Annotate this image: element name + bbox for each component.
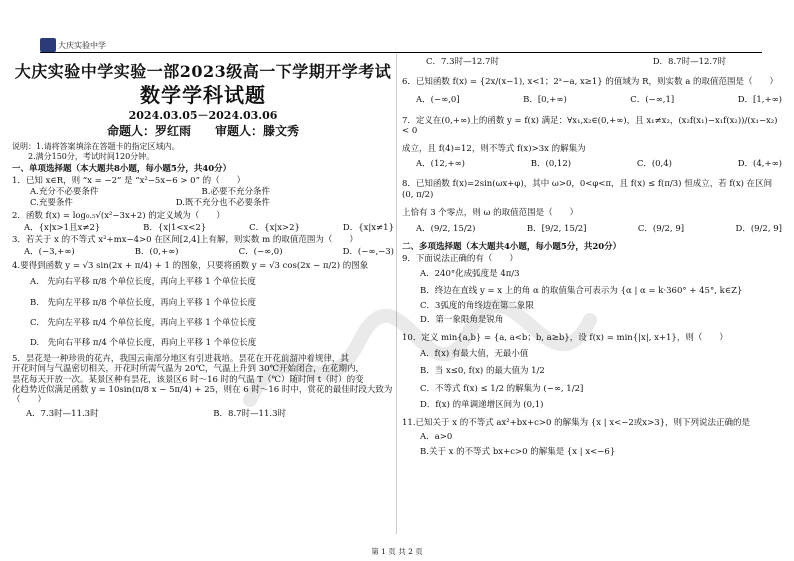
q8-option-c[interactable]: C．(9/2, 9]	[637, 223, 685, 234]
q6-option-a[interactable]: A．(−∞,0]	[416, 95, 460, 106]
q11-option-b[interactable]: B.关于 x 的不等式 bx+c>0 的解集是 {x | x<−6}	[420, 446, 616, 457]
question-5-line-3: 昙花每天开放一次。某景区种有昙花，该景区6 时～16 时的气温 T（℃）随时间 t（时）的变	[12, 374, 364, 385]
q1-option-c[interactable]: C.充要条件	[30, 198, 73, 209]
q1-option-d[interactable]: D.既不充分也不必要条件	[175, 198, 270, 209]
q10-option-a[interactable]: A．f(x) 有最大值，无最小值	[420, 349, 529, 360]
q10-option-b[interactable]: B．当 x≤0, f(x) 的最大值为 1/2	[420, 365, 545, 376]
q4-option-c[interactable]: C. 先向左平移 π/4 个单位长度，再向上平移 1 个单位长度	[30, 317, 256, 328]
q5-option-b[interactable]: B．8.7时—11.3时	[213, 409, 286, 420]
watermark-signature	[230, 280, 610, 440]
q7-option-d[interactable]: D．(4,+∞)	[737, 159, 782, 170]
q9-option-d[interactable]: D．第一象限角是锐角	[420, 315, 504, 325]
question-4-stem: 4.要得到函数 y = √3 sin(2x + π/4) + 1 的图象，只要将函数 y = √3 cos(2x − π/2) 的图象	[12, 261, 369, 272]
question-2-stem: 2．函数 f(x) = log₀.₅√(x²−3x+2) 的定义域为（ ）	[12, 210, 225, 221]
question-7	[402, 116, 782, 170]
q6-option-c[interactable]: C．(−∞,1]	[630, 95, 675, 106]
q11-option-a[interactable]: A．a>0	[420, 432, 453, 443]
q8-option-a[interactable]: A．(9/2, 15/2)	[416, 223, 476, 234]
question-5-line-2: 开花时间与气温密切相关，开花时所需气温为 20℃，气温上升到 30℃开始闭合，在花期内，	[12, 364, 365, 375]
question-8-line-1: 8．已知函数 f(x)=2sin(ωx+φ)，其中 ω>0，0<φ<π，且 f(x) ≤ f(π/3) 恒成立，若 f(x) 在区间(0, π/2)	[402, 179, 773, 200]
question-9-stem: 9．下面说法正确的有（ ）	[402, 254, 518, 265]
q2-option-a[interactable]: A．{x|x>1且x≠2}	[24, 222, 101, 233]
q2-option-b[interactable]: B．{x|1<x<2}	[143, 222, 207, 233]
school-tag: 大庆实验中学	[58, 41, 106, 50]
question-5-line-4: 化趋势近似满足函数 y = 10sin(π/8 x − 5π/4) + 25，则在 6 时～16 时中，赏花的最佳时段大致为（ ）	[12, 384, 393, 405]
authors: 命题人：罗红雨 审题人：滕文秀	[106, 124, 299, 139]
q10-option-d[interactable]: D．f(x) 的单调递增区间为 (0,1)	[420, 399, 544, 410]
q1-option-b[interactable]: B.必要不充分条件	[201, 187, 270, 198]
question-1-stem: 1．已知 x∈R，则 “x = −2” 是 “x²−5x−6 > 0” 的（ ）	[12, 175, 246, 186]
q4-option-d[interactable]: D. 先向右平移 π/4 个单位长度，再向上平移 1 个单位长度	[30, 338, 257, 349]
question-8	[402, 179, 782, 234]
q9-option-b[interactable]: B．终边在直线 y = x 上的角 α 的取值集合可表示为 {α | α = k·360° + 45°, k∈Z}	[420, 285, 743, 296]
q4-option-a[interactable]: A. 先向右平移 π/8 个单位长度，再向上平移 1 个单位长度	[30, 277, 256, 288]
question-3	[12, 235, 394, 257]
q3-option-d[interactable]: D．(−∞,−3)	[342, 247, 394, 258]
q10-option-c[interactable]: C．不等式 f(x) ≤ 1/2 的解集为 (−∞, 1/2]	[420, 383, 584, 394]
question-1	[12, 176, 394, 209]
q2-option-d[interactable]: D．{x|x≠1}	[342, 222, 394, 233]
q6-option-d[interactable]: D．[1,+∞)	[737, 95, 782, 106]
q6-option-b[interactable]: B．[0,+∞)	[523, 95, 567, 106]
section-1-heading: 一、单项选择题（本大题共8小题，每小题5分，共40分）	[12, 163, 232, 174]
exam-title: 大庆实验中学实验一部2023级高一下学期开学考试	[14, 62, 392, 81]
q9-option-a[interactable]: A．240°化成弧度是 4π/3	[420, 269, 520, 280]
q8-option-b[interactable]: B．[9/2, 15/2]	[526, 223, 587, 234]
q7-option-c[interactable]: C．(0,4)	[636, 159, 672, 170]
q3-option-c[interactable]: C．(−∞,0)	[238, 247, 283, 258]
q3-option-a[interactable]: A．(−3,+∞)	[24, 247, 75, 258]
question-6-stem: 6．已知函数 f(x) = {2x/(x−1), x<1；2ˣ−a, x≥1} 的值域为 R，则实数 a 的取值范围是（ ）	[402, 77, 778, 88]
page-footer: 第 1 页 共 2 页	[371, 547, 423, 556]
q5-option-a[interactable]: A．7.3时—11.3时	[26, 409, 99, 420]
q7-option-b[interactable]: B．(0,12)	[530, 159, 572, 170]
section-2-heading: 二、多项选择题（本大题共4小题，每小题5分，共20分）	[402, 242, 622, 253]
q9-option-c[interactable]: C．3弧度的角终边在第二象限	[420, 300, 534, 311]
q2-option-c[interactable]: C．{x|x>2}	[249, 222, 300, 233]
question-8-line-2: 上恰有 3 个零点，则 ω 的取值范围是（ ）	[402, 207, 579, 218]
question-10-stem: 10．定义 min{a,b} = {a, a<b；b, a≥b}，设 f(x) = min{|x|, x+1}，则（ ）	[402, 333, 728, 344]
question-6	[402, 77, 782, 105]
exam-dates: 2024.03.05－2024.03.06	[128, 109, 278, 123]
school-logo-icon	[40, 38, 56, 52]
question-5-line-1: 5．昙花是一种珍贵的花卉，我国云南部分地区有引进栽培。昙花在开花前溜冲着规律，其	[12, 354, 349, 365]
q7-option-a[interactable]: A．(12,+∞)	[416, 159, 465, 170]
question-11-stem: 11.已知关于 x 的不等式 ax²+bx+c>0 的解集为 {x | x<−2或x>3}，则下列说法正确的是	[402, 418, 751, 429]
note-2: 2.满分150分，考试时间120分钟。	[12, 151, 155, 161]
q8-option-d[interactable]: D．(9/2, 9]	[735, 223, 782, 234]
q5-option-d[interactable]: D．8.7时—12.7时	[652, 57, 726, 67]
q4-option-b[interactable]: B. 先向左平移 π/8 个单位长度，再向上平移 1 个单位长度	[30, 297, 257, 308]
subject-title: 数学学科试题	[140, 83, 266, 108]
note-1: 说明：1.请将答案填涂在答题卡的指定区域内。	[12, 141, 180, 151]
q5-option-c[interactable]: C．7.3时—12.7时	[426, 57, 499, 67]
question-7-line-2: 成立，且 f(4)=12，则不等式 f(x)>3x 的解集为	[402, 143, 586, 154]
question-2	[12, 211, 394, 233]
q1-option-a[interactable]: A.充分不必要条件	[30, 187, 99, 198]
header-rule	[40, 52, 762, 53]
question-7-line-1: 7．定义在(0,+∞)上的函数 y = f(x) 满足：∀x₁,x₂∈(0,+∞)，且 x₁≠x₂，(x₂f(x₁)−x₁f(x₂))/(x₁−x₂) < 0	[402, 115, 778, 136]
q3-option-b[interactable]: B．(0,+∞)	[134, 247, 179, 258]
question-3-stem: 3．若关于 x 的不等式 x²+mx−4>0 在区间[2,4]上有解，则实数 m 的取值范围为（ ）	[12, 234, 358, 245]
